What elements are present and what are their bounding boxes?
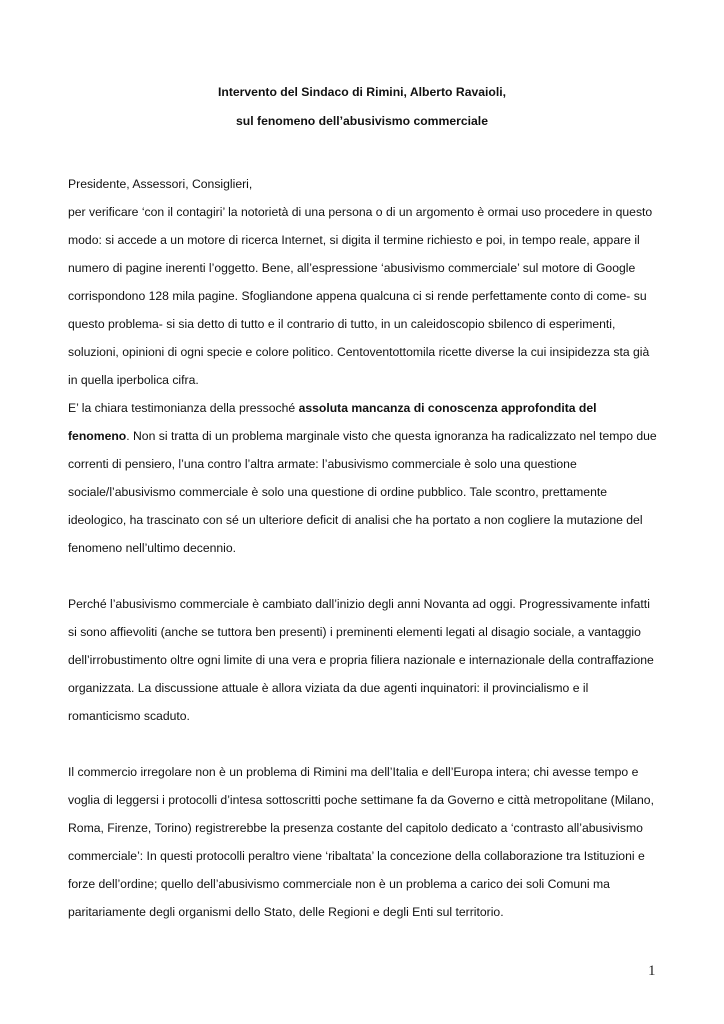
paragraph-2-bold-phrase: assoluta mancanza di conoscenza approfondita del fenomeno	[68, 401, 597, 443]
salutation: Presidente, Assessori, Consiglieri,	[68, 177, 253, 191]
paragraph-4: Il commercio irregolare non è un problema di Rimini ma dell’Italia e dell’Europa intera; chi avesse tempo e voglia di leggersi i protocolli d’intesa sottoscritti poche settimane fa da Governo e città metropolitane (Milano, Roma, Firenze, Torino) registrerebbe la presenza costante del capitolo dedicato a ‘contrasto all’abusivismo commerciale’: In questi protocolli peraltro viene ‘ribaltata’ la concezione della collaborazione tra Istituzioni e forze dell’ordine; quello dell’abusivismo commerciale non è un problema a carico dei soli Comuni ma paritariamente degli organismi dello Stato, delle Regioni e degli Enti sul territorio.	[68, 765, 654, 919]
document-title-line-2: sul fenomeno dell’abusivismo commerciale	[236, 114, 488, 128]
paragraph-3: Perché l’abusivismo commerciale è cambiato dall’inizio degli anni Novanta ad oggi. Progressivamente infatti si sono affievoliti (anche se tuttora ben presenti) i preminenti elementi legati al disagio sociale, a vantaggio dell’irrobustimento oltre ogni limite di una vera e propria filiera nazionale e internazionale della contraffazione organizzata. La discussione attuale è allora viziata da due agenti inquinatori: il provincialismo e il romanticismo scaduto.	[68, 597, 654, 723]
document-title-line-1: Intervento del Sindaco di Rimini, Alberto Ravaioli,	[217, 85, 507, 99]
paragraph-2-text-end: . Non si tratta di un problema marginale visto che questa ignoranza ha radicalizzato nel tempo due correnti di pensiero, l’una contro l’altra armate: l’abusivismo commerciale è solo una questione sociale/l’abusivismo commerciale è solo una questione di ordine pubblico. Tale scontro, prettamente ideologico, ha trascinato con sé un ulteriore deficit di analisi che ha portato a non cogliere la mutazione del fenomeno nell’ultimo decennio.	[68, 429, 657, 555]
paragraph-2	[68, 394, 658, 562]
paragraph-1: per verificare ‘con il contagiri’ la notorietà di una persona o di un argomento è ormai uso procedere in questo modo: si accede a un motore di ricerca Internet, si digita il termine richiesto e poi, in tempo reale, appare il numero di pagine inerenti l’oggetto. Bene, all’espressione ‘abusivismo commerciale’ sul motore di Google corrispondono 128 mila pagine. Sfogliandone appena qualcuna ci si rende perfettamente conto di come- su questo problema- si sia detto di tutto e il contrario di tutto, in un caleidoscopio sbilenco di esperimenti, soluzioni, opinioni di ogni specie e colore politico. Centoventottomila ricette diverse la cui insipidezza sta già in quella iperbolica cifra.	[68, 205, 653, 387]
document-body	[68, 170, 658, 926]
paragraph-2-text-start: E’ la chiara testimonianza della pressoché	[68, 401, 299, 415]
paragraph-spacer	[68, 562, 658, 590]
page-number: 1	[648, 963, 656, 979]
paragraph-spacer	[68, 730, 658, 758]
